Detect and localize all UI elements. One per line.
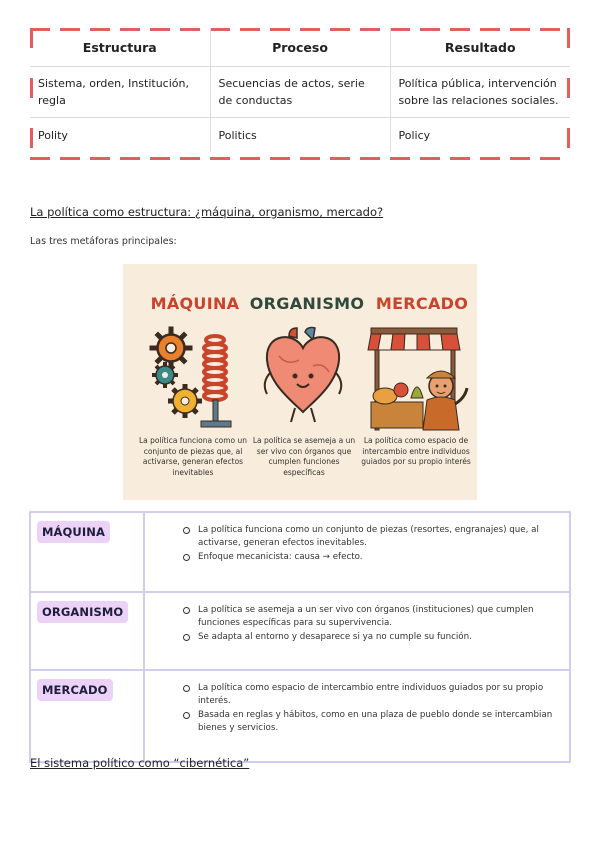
metaphor-description-cell [144,512,570,592]
table-cell: Política pública, intervención sobre las relaciones sociales. [390,67,570,118]
list-item: Se adapta al entorno y desaparece si ya no cumple su función. [198,631,558,644]
bullet-list [146,514,568,571]
list-item: La política como espacio de intercambio entre individuos guiados por su propio interés. [198,682,558,708]
structure-table-container [30,28,570,160]
list-item: La política funciona como un conjunto de piezas (resortes, engranajes) que, al activarse, generan efectos inevitables. [198,524,558,550]
header-proceso: Proceso [210,28,390,67]
section-heading-cybernetics: El sistema político como “cibernética” [30,756,250,770]
table-row [30,512,570,592]
list-item: Enfoque mecanicista: causa → efecto. [198,551,558,564]
list-item: La política se asemeja a un ser vivo con órganos (instituciones) que cumplen funciones específicas para su supervivencia. [198,604,558,630]
section-heading-structure: La política como estructura: ¿máquina, organismo, mercado? [30,205,384,219]
metaphor-label-cell [30,592,144,670]
heart-character-icon [257,326,349,432]
structure-table [30,28,570,152]
table-cell: Policy [390,118,570,153]
illus-caption-mercado: La política como espacio de intercambio entre individuos guiados por su propio interés [361,436,471,466]
table-row [30,118,570,153]
table-row [30,592,570,670]
table-row [30,67,570,118]
bullet-list [146,594,568,651]
metaphor-tag-maquina: MÁQUINA [37,521,110,543]
market-stall-icon [367,324,471,434]
illus-title-organismo: ORGANISMO [249,294,365,313]
metaphor-tag-mercado: MERCADO [37,679,113,701]
metaphor-description-cell [144,592,570,670]
metaphor-label-cell [30,670,144,762]
illus-title-mercado: MERCADO [375,294,469,313]
header-resultado: Resultado [390,28,570,67]
table-cell: Sistema, orden, Institución, regla [30,67,210,118]
bullet-list [146,672,568,742]
metaphor-label-cell [30,512,144,592]
table-cell: Secuencias de actos, serie de conductas [210,67,390,118]
metaphors-illustration [123,264,477,500]
illus-caption-organismo: La política se asemeja a un ser vivo con órganos que cumplen funciones específicas [252,436,356,477]
metaphors-table [29,511,571,763]
intro-text: Las tres metáforas principales: [30,236,177,247]
metaphor-tag-organismo: ORGANISMO [37,601,128,623]
list-item: Basada en reglas y hábitos, como en una plaza de pueblo donde se intercambian bienes y servicios. [198,709,558,735]
table-cell: Polity [30,118,210,153]
header-estructura: Estructura [30,28,210,67]
gears-spring-icon [149,326,241,432]
illus-caption-maquina: La política funciona como un conjunto de piezas que, al activarse, generan efectos inevitables [139,436,247,477]
table-row [30,670,570,762]
illus-title-maquina: MÁQUINA [150,294,240,313]
metaphor-description-cell [144,670,570,762]
table-cell: Politics [210,118,390,153]
